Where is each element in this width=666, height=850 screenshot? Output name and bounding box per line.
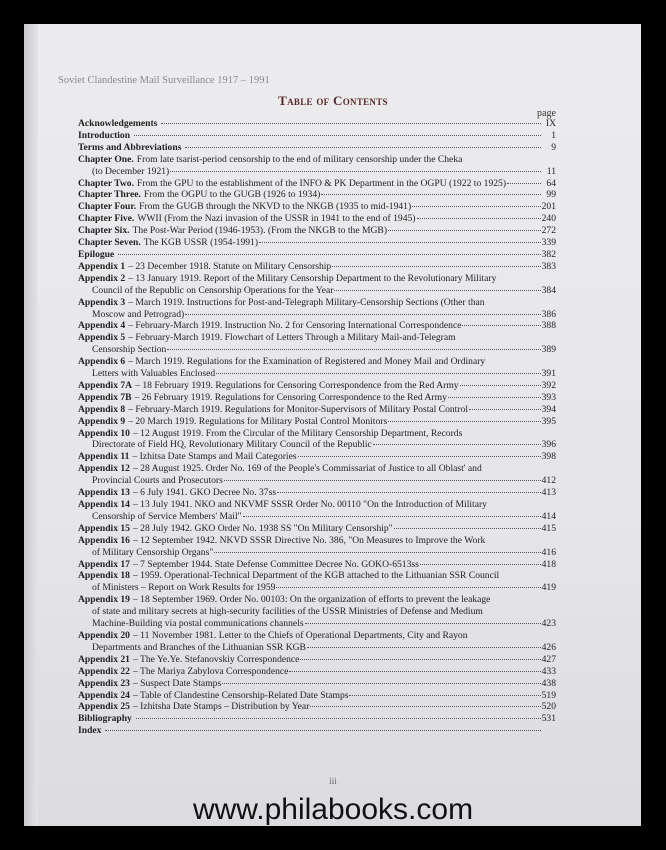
toc-entry-text: Departments and Branches of the Lithuanian SSR KGB	[92, 641, 306, 653]
toc-page-number: 418	[541, 558, 556, 570]
toc-page-number: IX	[545, 118, 556, 129]
toc-entry-heading: Appendix 12	[78, 463, 130, 475]
toc-entry	[78, 570, 556, 582]
toc-entry-text: Directorate of Field HQ, Revolutionary Military Council of the Republic	[92, 439, 372, 451]
toc-entry	[78, 487, 556, 499]
toc-entry-text: The KGB USSR (1954-1991)	[143, 237, 259, 249]
toc-entry-text: Council of the Republic on Censorship Operations for the Year	[92, 284, 334, 296]
toc-entry	[78, 237, 556, 249]
toc-page-number: 415	[541, 522, 556, 534]
toc-entry-heading: Appendix 10	[78, 427, 130, 439]
toc-page-number: 272	[541, 225, 556, 237]
toc-page-number: 99	[546, 189, 556, 201]
toc-page-number: 393	[541, 391, 556, 403]
dot-leader	[243, 516, 541, 517]
toc-page-number: 1	[551, 129, 556, 141]
dot-leader	[214, 552, 540, 553]
toc-entry	[78, 451, 556, 463]
toc-entry-heading: Appendix 7B	[78, 391, 132, 403]
dot-leader	[507, 183, 541, 184]
toc-entry	[78, 535, 556, 547]
toc-entry-text: – 1959. Operational-Technical Department of the KGB attached to the Lithuanian SSR Council	[132, 570, 500, 582]
toc-page-number: 391	[541, 368, 556, 380]
watermark: www.philabooks.com	[192, 793, 474, 826]
toc-entry-heading: Appendix 25	[78, 701, 130, 713]
toc-entry	[78, 690, 556, 702]
toc-entry-heading: Appendix 1	[78, 260, 126, 272]
dot-leader	[118, 254, 540, 255]
toc-entry-text: of Military Censorship Organs"	[92, 546, 214, 558]
toc-page-number: 382	[541, 248, 556, 260]
dot-leader	[105, 730, 541, 731]
toc-page-number: 413	[541, 487, 556, 499]
dot-leader	[170, 171, 541, 172]
toc-page-number: 389	[541, 344, 556, 356]
toc-page-number: 396	[541, 439, 556, 451]
toc-entry-text: – March 1919. Instructions for Post-and-Telegraph Military-Censorship Sections (Other than	[128, 296, 485, 308]
toc-entry-text: – 13 January 1919. Report of the Military Censorship Department to the Revolutionary Military	[128, 272, 497, 284]
toc-entry-heading: Appendix 22	[78, 665, 130, 677]
toc-page-number: 412	[541, 475, 556, 487]
toc-page-number: 64	[546, 177, 556, 189]
toc-entry-text: – Izhitsha Date Stamps – Distribution by Year	[132, 701, 310, 713]
toc-entry-text: – 12 September 1942. NKVD SSSR Directive No. 386, "On Measures to Improve the Work	[132, 534, 486, 546]
dot-leader	[185, 314, 540, 315]
toc-page-number: 339	[541, 237, 556, 249]
toc-page-number: 423	[541, 618, 556, 630]
page-folio: iii	[329, 776, 337, 786]
toc-page-number: 433	[541, 665, 556, 677]
dot-leader	[469, 409, 541, 410]
toc-entry-continuation	[78, 166, 556, 178]
dot-leader	[388, 230, 541, 231]
toc-entry-text: Letters with Valuables Enclosed	[92, 368, 216, 380]
dot-leader	[412, 206, 540, 207]
toc-entry-heading: Appendix 11	[78, 451, 130, 463]
dot-leader	[216, 373, 540, 374]
toc-entry	[78, 356, 556, 368]
toc-entry	[78, 213, 556, 225]
toc-entry	[78, 249, 556, 261]
toc-entry-heading: Appendix 23	[78, 677, 130, 689]
dot-leader	[310, 706, 540, 707]
toc-page-number: 414	[541, 510, 556, 522]
toc-entry-text: – February-March 1919. Instruction No. 2 for Censoring International Correspondence	[128, 320, 462, 332]
toc-page-number: 384	[541, 284, 556, 296]
dot-leader	[394, 528, 541, 529]
toc-entry	[78, 154, 556, 166]
toc-entry-text: Machine-Building via postal communications channels	[92, 618, 304, 630]
dot-leader	[417, 218, 541, 219]
toc-entry-text: Moscow and Petrograd)	[92, 308, 185, 320]
toc-entry-text: From the OGPU to the GUGB (1926 to 1934)	[143, 189, 321, 201]
toc-page-number: 416	[541, 546, 556, 558]
dot-leader	[167, 349, 540, 350]
toc-entry	[78, 654, 556, 666]
toc-entry-heading: Appendix 3	[78, 296, 126, 308]
toc-entry-heading: Chapter Five.	[78, 213, 135, 225]
toc-entry	[78, 678, 556, 690]
dot-leader	[334, 290, 540, 291]
toc-page-number: 394	[541, 403, 556, 415]
toc-entry-continuation	[78, 439, 556, 451]
toc-entry	[78, 416, 556, 428]
toc-entry	[78, 392, 556, 404]
toc-entry-text: – 28 August 1925. Order No. 169 of the People's Commissariat of Justice to all Oblast' and	[132, 463, 482, 475]
toc-page-number: 9	[551, 141, 556, 153]
dot-leader	[277, 492, 541, 493]
toc-entry-continuation	[78, 309, 556, 321]
toc-page-number: 383	[541, 260, 556, 272]
toc-entry-continuation	[78, 344, 556, 356]
toc-entry-text: – 11 November 1981. Letter to the Chiefs of Operational Departments, City and Rayon	[132, 629, 468, 641]
toc-entry-text: Provincial Courts and Prosecutors	[92, 475, 223, 487]
toc-entry-text: – 12 August 1919. From the Circular of the Military Censorship Department, Records	[132, 427, 463, 439]
toc-entry-heading: Appendix 2	[78, 272, 126, 284]
toc-entry-heading: Introduction	[78, 129, 131, 141]
toc-entry-continuation	[78, 606, 556, 618]
toc-entry-heading: Appendix 15	[78, 522, 130, 534]
toc-entry	[78, 297, 556, 309]
toc-entry-text: – Table of Clandestine Censorship-Related Date Stamps	[132, 689, 349, 701]
toc-entry	[78, 701, 556, 713]
toc-entry	[78, 118, 556, 130]
toc-entry-heading: Chapter Six.	[78, 225, 130, 237]
toc-entry-heading: Appendix 6	[78, 356, 126, 368]
dot-leader	[276, 587, 540, 588]
toc-entry-heading: Appendix 24	[78, 689, 130, 701]
toc-entry	[78, 332, 556, 344]
toc-entry-heading: Appendix 9	[78, 415, 126, 427]
toc-entry-text: From late tsarist-period censorship to the end of military censorship under the Cheka	[136, 153, 463, 165]
toc-entry-continuation	[78, 475, 556, 487]
table-of-contents	[78, 118, 556, 737]
toc-entry	[78, 178, 556, 190]
toc-entry	[78, 499, 556, 511]
toc-entry-text: – 26 February 1919. Regulations for Censoring Correspondence to the Red Army	[134, 391, 447, 403]
toc-entry	[78, 130, 556, 142]
toc-entry	[78, 630, 556, 642]
toc-entry-text: – 18 September 1969. Order No. 00103: On the organization of efforts to prevent the leakage	[132, 594, 491, 606]
toc-entry-heading: Appendix 13	[78, 487, 130, 499]
toc-entry	[78, 523, 556, 535]
dot-leader	[134, 135, 541, 136]
toc-entry-text: – February-March 1919. Flowchart of Letters Through a Military Mail-and-Telegram	[128, 332, 456, 344]
toc-entry-text: – 18 February 1919. Regulations for Censoring Correspondence from the Red Army	[135, 379, 459, 391]
toc-entry-heading: Appendix 8	[78, 403, 126, 415]
dot-leader	[321, 194, 541, 195]
toc-entry-text: (to December 1921)	[92, 165, 170, 177]
previous-page-edge	[24, 24, 38, 826]
toc-page-number: 398	[541, 451, 556, 463]
dot-leader	[332, 266, 540, 267]
toc-entry	[78, 666, 556, 678]
toc-entry	[78, 320, 556, 332]
toc-entry	[78, 594, 556, 606]
toc-entry-continuation	[78, 618, 556, 630]
dot-leader	[161, 123, 541, 124]
dot-leader	[373, 444, 541, 445]
toc-page-number: 519	[541, 689, 556, 701]
toc-entry-text: – March 1919. Regulations for the Examination of Registered and Money Mail and Ordinary	[128, 356, 486, 368]
toc-entry-continuation	[78, 547, 556, 559]
toc-entry	[78, 225, 556, 237]
toc-entry-text: – The Mariya Zabylova Correspondence	[132, 665, 289, 677]
toc-entry-text: – 28 July 1942. GKO Order No. 1938 SS "On Military Censorship"	[132, 522, 393, 534]
toc-entry-text: – Izhitsa Date Stamps and Mail Categories	[132, 451, 297, 463]
toc-entry-text: – The Ye.Ye. Stefanovskiy Correspondence	[132, 653, 300, 665]
toc-entry-continuation	[78, 285, 556, 297]
toc-entry-text: WWII (From the Nazi invasion of the USSR in 1941 to the end of 1945)	[137, 213, 416, 225]
dot-leader	[300, 659, 540, 660]
toc-page-number: 201	[541, 201, 556, 213]
toc-page-number: 395	[541, 415, 556, 427]
dot-leader	[460, 385, 541, 386]
toc-entry-heading: Appendix 18	[78, 570, 130, 582]
toc-entry-continuation	[78, 642, 556, 654]
toc-page-number: 438	[541, 677, 556, 689]
toc-entry	[78, 725, 556, 737]
toc-entry-text: Censorship Section	[92, 344, 167, 356]
toc-entry-continuation	[78, 582, 556, 594]
toc-entry-heading: Appendix 4	[78, 320, 126, 332]
toc-entry-heading: Appendix 21	[78, 653, 130, 665]
toc-entry-heading: Bibliography	[78, 713, 132, 725]
toc-entry	[78, 428, 556, 440]
toc-entry-text: Censorship of Service Members' Mail"	[92, 510, 242, 522]
dot-leader	[289, 671, 540, 672]
toc-entry-heading: Appendix 14	[78, 499, 130, 510]
dot-leader	[307, 647, 541, 648]
dot-leader	[448, 397, 541, 398]
toc-entry	[78, 189, 556, 201]
toc-page-number: 386	[541, 308, 556, 320]
toc-entry-heading: Acknowledgements	[78, 118, 158, 129]
toc-page-number: 419	[541, 582, 556, 594]
toc-entry-heading: Chapter Four.	[78, 201, 137, 213]
dot-leader	[420, 564, 541, 565]
toc-entry-text: – 6 July 1941. GKO Decree No. 37ss	[132, 487, 277, 499]
toc-page-number: 427	[541, 653, 556, 665]
toc-entry-text: From the GPU to the establishment of the INFO & PK Department in the OGPU (1922 to 1925)	[136, 177, 507, 189]
toc-entry	[78, 380, 556, 392]
dot-leader	[349, 695, 540, 696]
toc-entry	[78, 201, 556, 213]
toc-entry-text: of Ministers – Report on Work Results for 1959	[92, 582, 276, 594]
toc-entry-heading: Index	[78, 725, 102, 737]
toc-entry	[78, 261, 556, 273]
toc-entry-continuation	[78, 511, 556, 523]
toc-entry-heading: Chapter One.	[78, 153, 134, 165]
toc-entry-text: – 13 July 1941. NKO and NKVMF SSSR Order No. 00110 "On the Introduction of Military	[132, 499, 487, 510]
toc-entry-heading: Appendix 5	[78, 332, 126, 344]
toc-entry-text: of state and military secrets at high-security facilities of the USSR Ministries of Defense and Medium	[92, 606, 483, 618]
toc-entry	[78, 559, 556, 571]
toc-entry	[78, 142, 556, 154]
running-head: Soviet Clandestine Mail Surveillance 1917 – 1991	[58, 75, 270, 86]
dot-leader	[298, 456, 541, 457]
toc-entry-heading: Appendix 16	[78, 534, 130, 546]
dot-leader	[305, 623, 541, 624]
dot-leader	[388, 421, 540, 422]
toc-entry-text: – 20 March 1919. Regulations for Military Postal Control Monitors	[128, 415, 388, 427]
toc-entry-heading: Appendix 20	[78, 629, 130, 641]
toc-entry-text: – February-March 1919. Regulations for Monitor-Supervisors of Military Postal Control	[128, 403, 468, 415]
toc-entry-heading: Chapter Two.	[78, 177, 134, 189]
toc-entry-heading: Chapter Three.	[78, 189, 141, 201]
toc-entry-heading: Chapter Seven.	[78, 237, 141, 249]
page-title: Table of Contents	[278, 93, 388, 108]
toc-entry-text: – 7 September 1944. State Defense Committee Decree No. GOKO-6513ss	[132, 558, 419, 570]
page-column-label: page	[537, 108, 556, 119]
toc-page-number: 392	[541, 379, 556, 391]
toc-entry-heading: Appendix 17	[78, 558, 130, 570]
toc-entry-text: – Suspect Date Stamps	[132, 677, 222, 689]
toc-entry-heading: Epilogue	[78, 248, 115, 260]
dot-leader	[222, 683, 540, 684]
dot-leader	[462, 325, 540, 326]
dot-leader	[136, 718, 541, 719]
toc-entry-heading: Appendix 19	[78, 594, 130, 606]
dot-leader	[224, 480, 541, 481]
toc-page-number: 388	[541, 320, 556, 332]
toc-entry	[78, 463, 556, 475]
toc-entry-continuation	[78, 368, 556, 380]
toc-entry-text: The Post-War Period (1946-1953). (From the NKGB to the MGB)	[132, 225, 388, 237]
toc-page-number: 531	[541, 713, 556, 725]
toc-page-number: 11	[546, 165, 556, 177]
toc-entry	[78, 404, 556, 416]
toc-entry-text: – 23 December 1918. Statute on Military Censorship	[128, 260, 332, 272]
dot-leader	[259, 242, 541, 243]
toc-entry-heading: Appendix 7A	[78, 379, 133, 391]
toc-page-number: 240	[541, 213, 556, 225]
toc-entry	[78, 713, 556, 725]
toc-entry-heading: Terms and Abbreviations	[78, 141, 182, 153]
dot-leader	[185, 147, 541, 148]
toc-page-number: 426	[541, 641, 556, 653]
toc-page-number: 520	[541, 701, 556, 713]
toc-entry-text: From the GUGB through the NKVD to the NKGB (1935 to mid-1941)	[139, 201, 412, 213]
toc-entry	[78, 273, 556, 285]
